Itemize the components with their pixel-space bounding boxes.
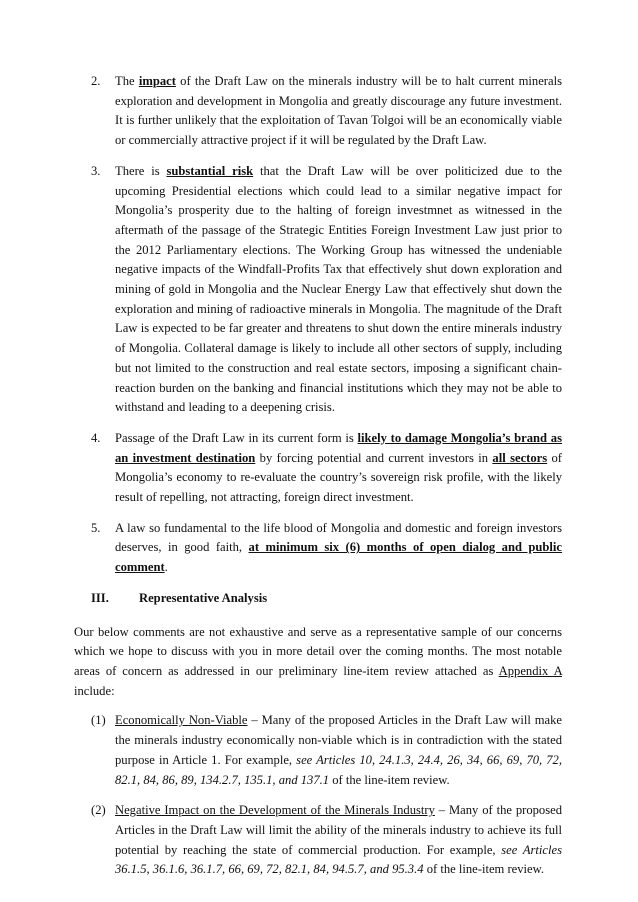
text-run: There is <box>115 163 167 178</box>
text-run: Our below comments are not exhaustive and serve as a representative sample of our concerns which we hope to discuss with you in more detail over the coming months. The most notable areas of concern as addressed in our preliminary line-item review attached as <box>74 624 562 678</box>
list-item <box>74 162 562 418</box>
text-run: The <box>115 74 139 88</box>
underlined-text: Economically Non-Viable <box>115 713 248 728</box>
item-text <box>115 803 562 876</box>
item-number: (2) <box>91 803 106 818</box>
italic-text: see Articles 10, 24.1.3, 24.4, 26, 34, 66, 69, 70, 72, 82.1, 84, 86, 89, 134.2.7, 135.1, and 137.1 <box>115 752 563 787</box>
emphasis: at minimum six (6) months of open dialog and public comment <box>115 540 563 575</box>
intro-paragraph <box>74 623 562 702</box>
underlined-text: Appendix A <box>498 663 562 678</box>
section-title: Representative Analysis <box>139 590 268 605</box>
item-text <box>115 713 562 786</box>
text-run: of the line-item review. <box>329 772 450 787</box>
item-text <box>115 431 562 504</box>
italic-text: see Articles 36.1.5, 36.1.6, 36.1.7, 66, 69, 72, 82.1, 84, 94.5.7, and 95.3.4 <box>115 842 562 877</box>
list-item <box>74 72 562 151</box>
text-run: . <box>164 560 168 575</box>
item-number: 4. <box>91 430 101 445</box>
emphasis: substantial risk <box>166 163 254 178</box>
text-run: – Many of the proposed Articles in the Draft Law will limit the ability of the minerals industry to achieve its full potential by reaching the state of commercial production. For example, <box>115 803 562 857</box>
text-run: that the Draft Law will be over politicized due to the upcoming Presidential elections which could lead to a similar negative impact for Mongolia’s prosperity due to the halting of foreign investmnet as witnessed in the aftermath of the passage of the Strategic Entities Foreign Investment Law just prior to the 2012 Parliamentary elections. The Working Group has witnessed the undeniable negative impacts of the Windfall-Profits Tax that effectively shut down exploration and mining of gold in Mongolia and the Nuclear Energy Law that effectively shut down the exploration and mining of radioactive minerals in Mongolia. The magnitude of the Draft Law is expected to be far greater and threatens to shut down the entire minerals industry of Mongolia. Collateral damage is likely to include all other sectors of supply, including but not limited to the construction and real estate sectors, imposing a significant chain-reaction burden on the banking and financial institutions which they may not be able to withstand and leading to a deepening crisis. <box>115 163 563 415</box>
text-run: include: <box>74 683 115 698</box>
emphasis: likely to damage Mongolia’s brand as an investment destination <box>115 430 562 465</box>
text-run: of the Draft Law on the minerals industry will be to halt current minerals exploration and development in Mongolia and greatly discourage any future investment. It is further unlikely that the exploitation of Tavan Tolgoi will be an economically viable or commercially attractive project if it will be regulated by the Draft Law. <box>115 74 562 148</box>
text-run: A law so fundamental to the life blood of Mongolia and domestic and foreign investors deserves, in good faith, <box>115 520 562 555</box>
item-number: 2. <box>91 74 101 88</box>
item-text <box>115 164 562 414</box>
list-item <box>74 519 562 578</box>
parenthesized-list <box>74 711 562 880</box>
text-run: Passage of the Draft Law in its current form is <box>115 430 358 445</box>
emphasis: impact <box>138 74 176 88</box>
intro-text <box>74 625 562 698</box>
emphasis: all sectors <box>492 450 548 465</box>
item-text <box>115 74 562 147</box>
item-number: 5. <box>91 520 101 535</box>
list-item <box>74 711 562 790</box>
text-run: of the line-item review. <box>423 862 545 877</box>
text-run: by forcing potential and current investors in <box>255 450 493 465</box>
list-item <box>74 801 562 880</box>
text-run: of Mongolia’s economy to re-evaluate the country’s sovereign risk profile, with the likely result of repelling, not attracting, foreign direct investment. <box>115 450 563 505</box>
item-text <box>115 521 562 574</box>
numbered-list <box>74 72 562 578</box>
section-number: III. <box>91 590 109 605</box>
item-number: (1) <box>91 713 106 728</box>
item-number: 3. <box>91 163 101 178</box>
list-item <box>74 429 562 508</box>
section-heading <box>74 589 562 609</box>
underlined-text: Negative Impact on the Development of the Minerals Industry <box>115 803 435 818</box>
text-run: – Many of the proposed Articles in the Draft Law will make the minerals industry economically non-viable which is in contradiction with the stated purpose in Article 1. For example, <box>115 713 562 767</box>
